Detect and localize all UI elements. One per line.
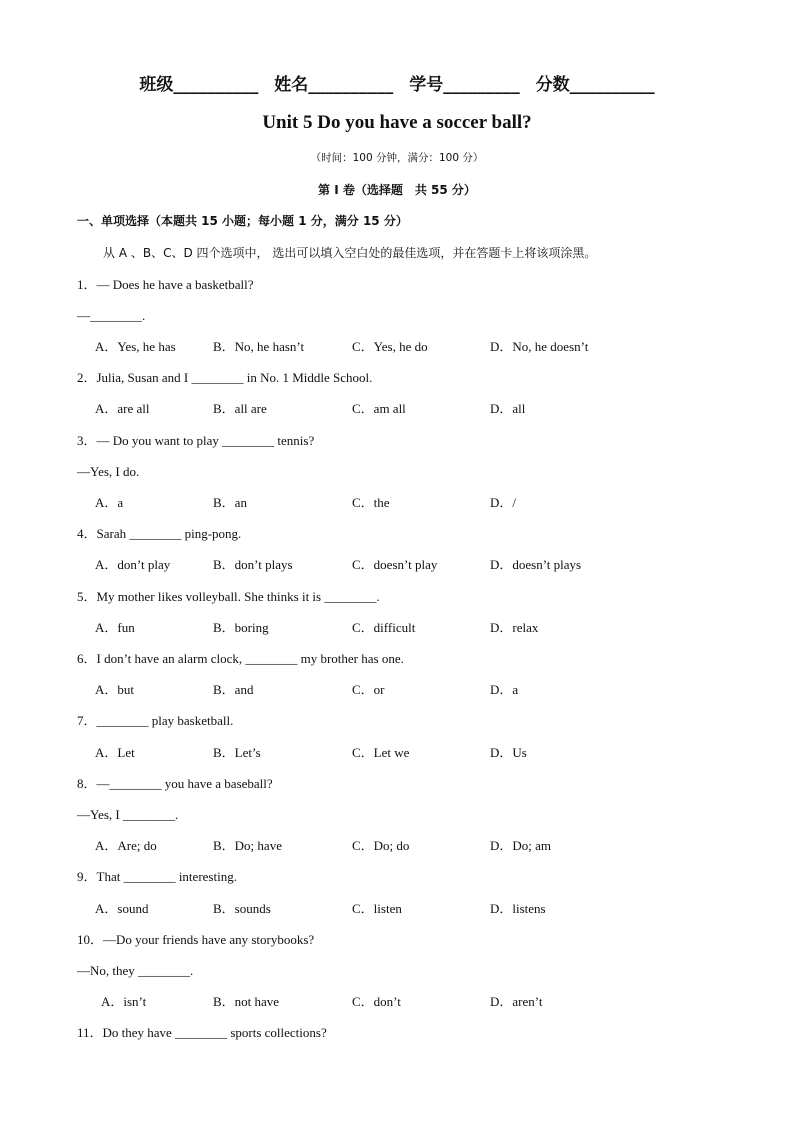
question-3-stem: 3．— Do you want to play ________ tennis?: [77, 433, 315, 448]
question-10-option-b: B．not have: [213, 994, 280, 1009]
student-id-field: 学号_________: [409, 75, 520, 95]
page-title: Unit 5 Do you have a soccer ball?: [262, 112, 532, 133]
question-3-option-b: B．an: [213, 495, 247, 510]
volume-heading: 第 I 卷（选择题 共 55 分）: [318, 183, 476, 197]
section-heading: 一、单项选择（本题共 15 小题；每小题 1 分，满分 15 分）: [77, 214, 408, 228]
question-2-option-b: B．all are: [213, 401, 267, 416]
question-7-option-d: D．Us: [490, 745, 527, 760]
student-info-header: [0, 70, 794, 95]
question-2-stem: 2．Julia, Susan and I ________ in No. 1 Middle School.: [77, 370, 373, 385]
question-7-option-b: B．Let’s: [213, 745, 261, 760]
question-2-option-c: C．am all: [352, 401, 406, 416]
question-1-response: —________.: [77, 308, 146, 323]
question-8-option-d: D．Do; am: [490, 838, 552, 853]
question-7-stem: 7．________ play basketball.: [77, 713, 234, 728]
question-1-option-c: C．Yes, he do: [352, 339, 428, 354]
section-instruction: 从 A 、B、C、D 四个选项中， 选出可以填入空白处的最佳选项，并在答题卡上将该项涂黑。: [103, 246, 597, 260]
question-10-stem: 10．—Do your friends have any storybooks?: [77, 932, 315, 947]
name-field: 姓名__________: [274, 75, 394, 95]
question-3-option-c: C．the: [352, 495, 390, 510]
question-10-option-c: C．don’t: [352, 994, 401, 1009]
question-7-option-a: A．Let: [95, 745, 135, 760]
question-1-option-d: D．No, he doesn’t: [490, 339, 589, 354]
question-9-option-a: A．sound: [95, 901, 149, 916]
question-8-option-b: B．Do; have: [213, 838, 282, 853]
question-4-option-d: D．doesn’t plays: [490, 557, 582, 572]
score-field: 分数__________: [535, 75, 655, 95]
question-2-option-a: A．are all: [95, 401, 150, 416]
question-9-stem: 9．That ________ interesting.: [77, 869, 237, 884]
question-3-option-d: D．/: [490, 495, 517, 510]
question-6-option-c: C．or: [352, 682, 385, 697]
question-6-option-b: B．and: [213, 682, 254, 697]
question-3-option-a: A．a: [95, 495, 124, 510]
question-5-option-b: B．boring: [213, 620, 269, 635]
question-1-option-a: A．Yes, he has: [95, 339, 176, 354]
question-1-option-b: B．No, he hasn’t: [213, 339, 305, 354]
question-10-response: —No, they ________.: [77, 963, 194, 978]
question-8-response: —Yes, I ________.: [77, 807, 179, 822]
question-4-option-a: A．don’t play: [95, 557, 171, 572]
question-5-option-a: A．fun: [95, 620, 135, 635]
exam-duration-note: （时间：100 分钟，满分：100 分）: [310, 152, 484, 164]
question-8-option-c: C．Do; do: [352, 838, 410, 853]
question-6-stem: 6．I don’t have an alarm clock, ________ my brother has one.: [77, 651, 404, 666]
question-6-option-d: D．a: [490, 682, 519, 697]
question-4-option-b: B．don’t plays: [213, 557, 293, 572]
question-10-option-a: A．isn’t: [101, 994, 147, 1009]
question-4-option-c: C．doesn’t play: [352, 557, 438, 572]
question-1-stem: 1．— Does he have a basketball?: [77, 277, 254, 292]
question-11-stem: 11．Do they have ________ sports collections?: [77, 1025, 327, 1040]
question-9-option-b: B．sounds: [213, 901, 271, 916]
question-8-stem: 8．—________ you have a baseball?: [77, 776, 273, 791]
question-8-option-a: A．Are; do: [95, 838, 157, 853]
question-3-response: —Yes, I do.: [77, 464, 140, 479]
question-7-option-c: C．Let we: [352, 745, 410, 760]
question-5-option-d: D．relax: [490, 620, 539, 635]
question-6-option-a: A．but: [95, 682, 135, 697]
question-9-option-c: C．listen: [352, 901, 402, 916]
question-5-option-c: C．difficult: [352, 620, 416, 635]
class-field: 班级__________: [139, 75, 259, 95]
question-10-option-d: D．aren’t: [490, 994, 543, 1009]
question-9-option-d: D．listens: [490, 901, 546, 916]
question-5-stem: 5．My mother likes volleyball. She thinks it is ________.: [77, 589, 380, 604]
question-4-stem: 4．Sarah ________ ping-pong.: [77, 526, 242, 541]
question-2-option-d: D．all: [490, 401, 526, 416]
